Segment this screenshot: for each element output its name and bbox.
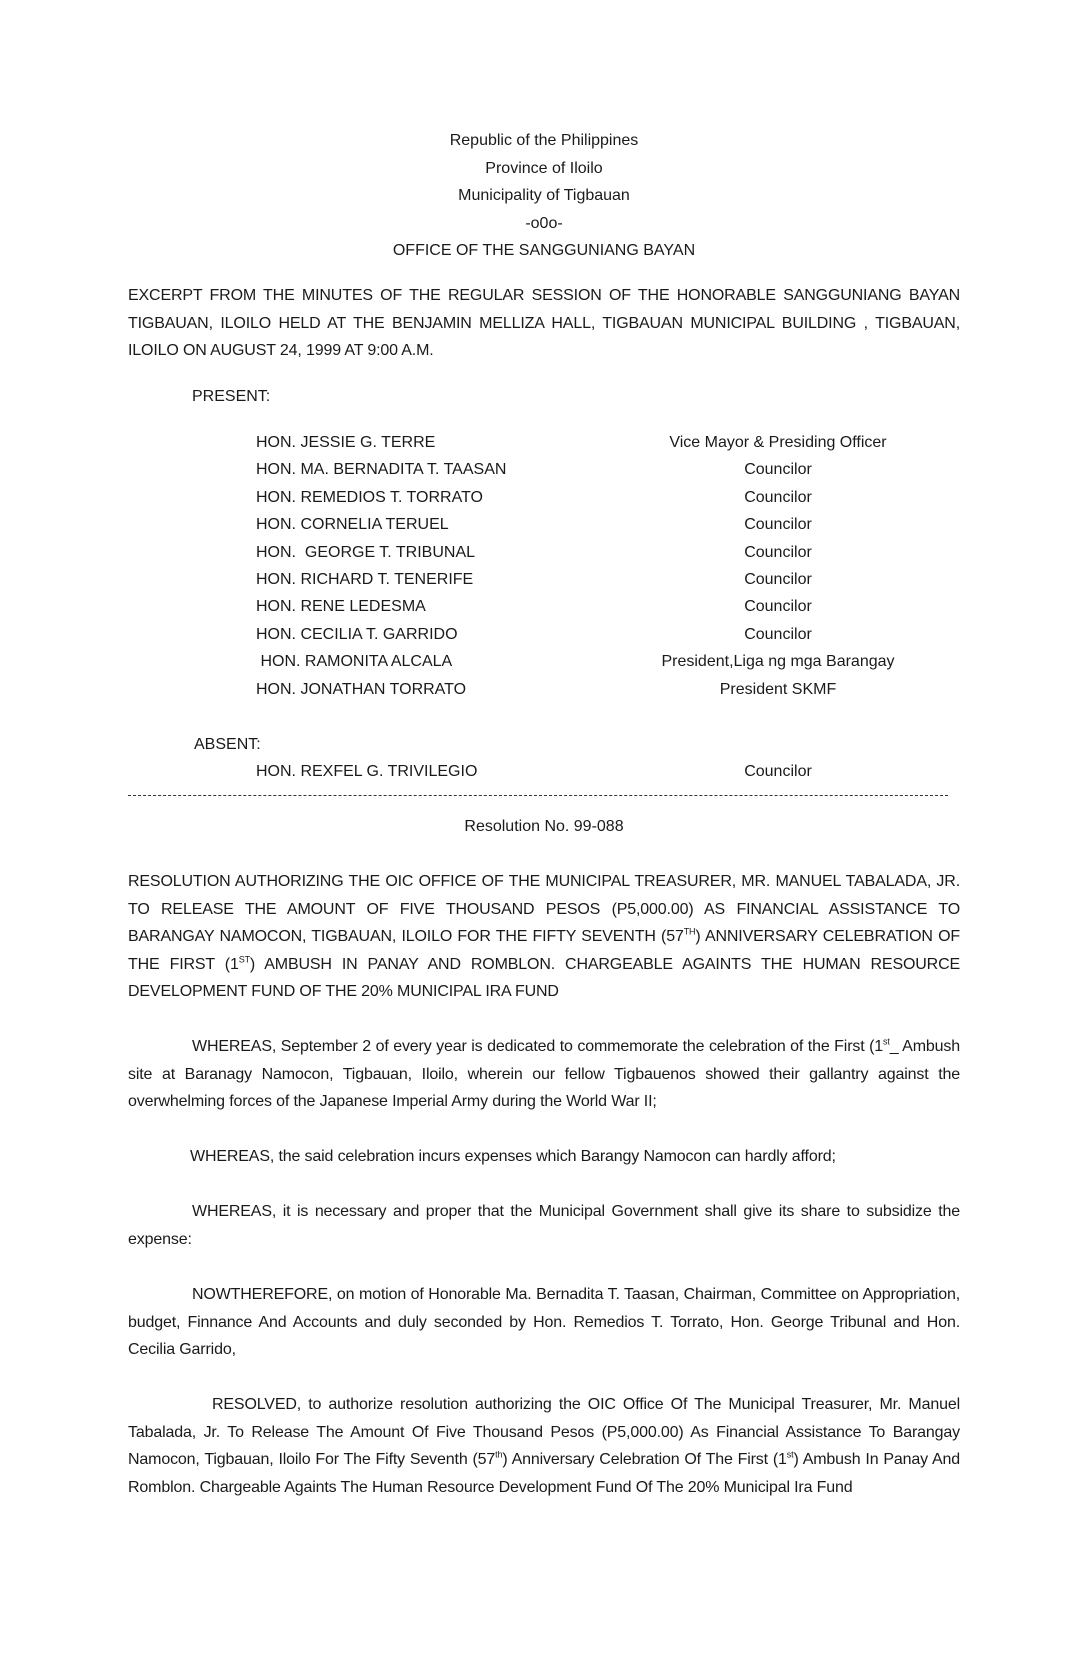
- resolution-title-text: ) AMBUSH IN PANAY AND ROMBLON. CHARGEABLE AGAINTS THE HUMAN RESOURCE DEVELOPMENT FUND OF THE 20% MUNICIPAL IRA FUND: [128, 955, 960, 1000]
- ordinal-suffix: st: [883, 1036, 890, 1047]
- attendee-name: HON. REMEDIOS T. TORRATO: [256, 489, 483, 506]
- attendee-row: [0, 484, 1088, 512]
- attendee-name: HON. CORNELIA TERUEL: [256, 516, 449, 533]
- absent-label: ABSENT:: [194, 736, 261, 753]
- absentee-row: [0, 758, 1088, 786]
- attendee-name: HON. JONATHAN TORRATO: [256, 681, 467, 698]
- resolution-title-text: ) ANNIVERSARY CELEBRATION OF THE FIRST (1: [128, 928, 960, 973]
- attendee-role: Councilor: [744, 598, 812, 615]
- attendee-name: HON. MA. BERNADITA T. TAASAN: [256, 461, 507, 478]
- header-municipality: Municipality of Tigbauan: [458, 187, 630, 204]
- attendee-row: [0, 621, 1088, 649]
- header-republic: Republic of the Philippines: [449, 132, 639, 149]
- whereas-paragraph-1: [128, 1033, 960, 1116]
- attendee-role: Councilor: [744, 461, 812, 478]
- attendee-role: Councilor: [744, 544, 812, 561]
- whereas-paragraph-2: WHEREAS, the said celebration incurs expenses which Barangy Namocon can hardly afford;: [190, 1148, 836, 1165]
- ordinal-suffix: ST: [238, 954, 250, 965]
- whereas-paragraph-3: WHEREAS, it is necessary and proper that the Municipal Government shall give its share to subsidize the expense:: [128, 1203, 960, 1248]
- resolved-text: ) Anniversary Celebration Of The First (1: [502, 1451, 787, 1468]
- attendee-row: [0, 676, 1088, 704]
- resolved-text: ) Ambush In Panay And Romblon. Chargeable Againts The Human Resource Development Fund Of The 20% Municipal Ira Fund: [128, 1451, 960, 1496]
- attendee-role: Councilor: [744, 516, 812, 533]
- attendee-row: [0, 511, 1088, 539]
- header-province: Province of Iloilo: [485, 160, 603, 177]
- attendee-row: [0, 566, 1088, 594]
- resolution-title: [128, 868, 960, 1006]
- ordinal-suffix: st: [786, 1449, 794, 1460]
- absentee-role: Councilor: [744, 763, 812, 780]
- attendee-name: HON. RENE LEDESMA: [256, 598, 426, 615]
- attendee-row: [0, 429, 1088, 457]
- absentee-name: HON. REXFEL G. TRIVILEGIO: [256, 763, 478, 780]
- whereas-text: _ Ambush site at Baranagy Namocon, Tigbauan, Iloilo, wherein our fellow Tigbauenos showed their gallantry against the overwhelming forces of the Japanese Imperial Army during the World War II;: [128, 1038, 960, 1110]
- ordinal-suffix: th: [495, 1449, 503, 1460]
- attendee-name: HON. RICHARD T. TENERIFE: [256, 571, 474, 588]
- resolution-title-text: RESOLUTION AUTHORIZING THE OIC OFFICE OF THE MUNICIPAL TREASURER, MR. MANUEL TABALADA, JR. TO RELEASE THE AMOUNT OF FIVE THOUSAND PESOS (P5,000.00) AS FINANCIAL ASSISTANCE TO BARANGAY NAMOCON, TIGBAUAN, ILOILO FOR THE FIFTY SEVENTH (57: [128, 873, 960, 945]
- resolved-paragraph: [128, 1391, 960, 1501]
- attendee-role: Vice Mayor & Presiding Officer: [669, 434, 887, 451]
- attendee-row: [0, 456, 1088, 484]
- excerpt-paragraph: EXCERPT FROM THE MINUTES OF THE REGULAR SESSION OF THE HONORABLE SANGGUNIANG BAYAN TIGBAUAN, ILOILO HELD AT THE BENJAMIN MELLIZA HALL, TIGBAUAN MUNICIPAL BUILDING , TIGBAUAN, ILOILO ON AUGUST 24, 1999 AT 9:00 A.M.: [128, 287, 960, 359]
- nowtherefore-paragraph: NOWTHEREFORE, on motion of Honorable Ma. Bernadita T. Taasan, Chairman, Committee on Appropriation, budget, Finnance And Accounts and duly seconded by Hon. Remedios T. Torrato, Hon. George Tribunal and Hon. Cecilia Garrido,: [128, 1286, 960, 1358]
- header-separator: -o0o-: [525, 215, 563, 232]
- attendee-row: [0, 539, 1088, 567]
- attendee-name: HON. RAMONITA ALCALA: [256, 653, 453, 670]
- section-divider: [128, 795, 948, 796]
- attendee-role: Councilor: [744, 489, 812, 506]
- header-office: OFFICE OF THE SANGGUNIANG BAYAN: [392, 242, 696, 259]
- resolution-number: Resolution No. 99-088: [464, 818, 624, 835]
- attendee-row: [0, 648, 1088, 676]
- ordinal-suffix: TH: [683, 926, 696, 937]
- whereas-text: WHEREAS, September 2 of every year is dedicated to commemorate the celebration of the First (1: [192, 1038, 884, 1055]
- attendee-role: Councilor: [744, 571, 812, 588]
- attendee-role: Councilor: [744, 626, 812, 643]
- attendee-name: HON. GEORGE T. TRIBUNAL: [256, 544, 476, 561]
- attendee-name: HON. JESSIE G. TERRE: [256, 434, 436, 451]
- attendee-row: [0, 593, 1088, 621]
- attendee-name: HON. CECILIA T. GARRIDO: [256, 626, 458, 643]
- attendee-role: President SKMF: [719, 681, 837, 698]
- attendee-role: President,Liga ng mga Barangay: [661, 653, 895, 670]
- present-label: PRESENT:: [192, 388, 271, 405]
- resolved-text: RESOLVED, to authorize resolution authorizing the OIC Office Of The Municipal Treasurer, Mr. Manuel Tabalada, Jr. To Release The Amount Of Five Thousand Pesos (P5,000.00) As Financial Assistance To Barangay Namocon, Tigbauan, Iloilo For The Fifty Seventh (57: [128, 1396, 960, 1468]
